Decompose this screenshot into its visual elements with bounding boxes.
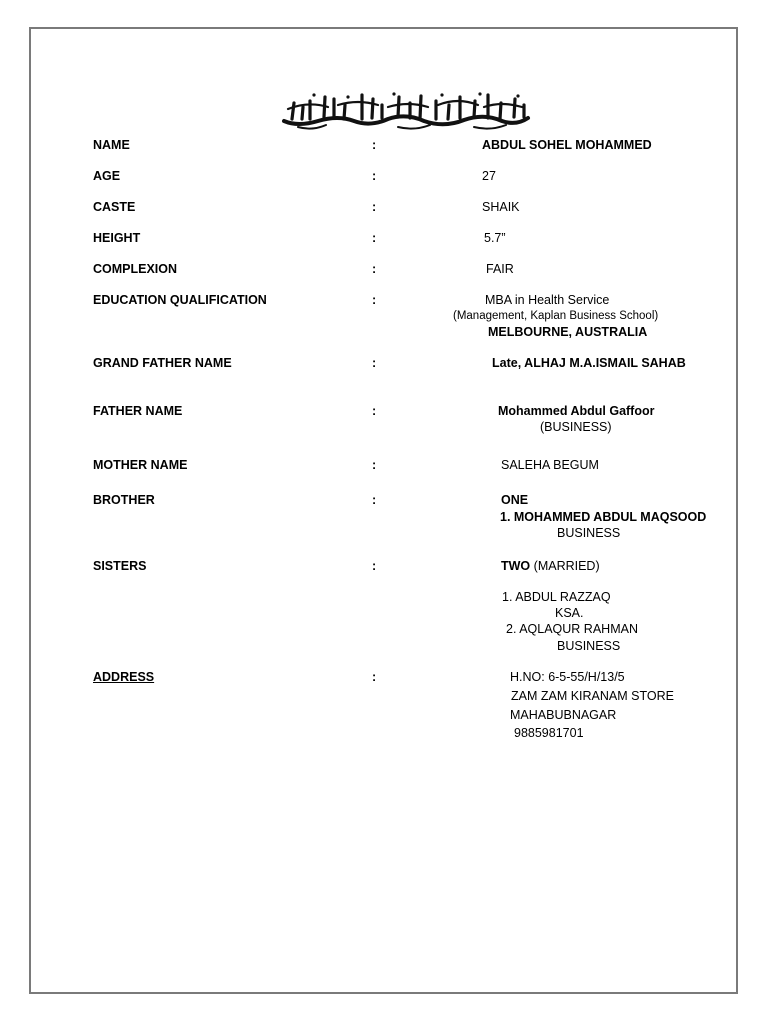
sister-2-detail: BUSINESS	[557, 639, 621, 653]
address-phone: 9885981701	[514, 726, 584, 740]
address-line-3: MAHABUBNAGAR	[510, 708, 617, 722]
height-colon: :	[372, 231, 377, 245]
caste-colon: :	[372, 200, 377, 214]
education-colon: :	[372, 293, 377, 307]
caste-value: SHAIK	[482, 200, 520, 214]
education-value: MBA in Health Service	[485, 293, 610, 307]
name-label: NAME	[93, 138, 130, 152]
mother-colon: :	[372, 458, 377, 472]
brother-label: BROTHER	[93, 493, 155, 507]
sisters-label: SISTERS	[93, 559, 147, 573]
mother-value: SALEHA BEGUM	[501, 458, 599, 472]
sisters-status: (MARRIED)	[533, 559, 600, 573]
father-colon: :	[372, 404, 377, 418]
brother-occupation: BUSINESS	[557, 526, 621, 540]
mother-label: MOTHER NAME	[93, 458, 188, 472]
sisters-count: TWO	[501, 559, 531, 573]
sister-2-name: 2. AQLAQUR RAHMAN	[506, 622, 638, 636]
grandfather-value: Late, ALHAJ M.A.ISMAIL SAHAB	[492, 356, 686, 370]
sister-1-name: 1. ABDUL RAZZAQ	[502, 590, 611, 604]
sister-1-detail: KSA.	[555, 606, 584, 620]
address-colon: :	[372, 670, 377, 684]
sisters-summary	[501, 558, 600, 574]
address-label: ADDRESS	[93, 670, 155, 684]
address-line-1: H.NO: 6-5-55/H/13/5	[510, 670, 625, 684]
age-colon: :	[372, 169, 377, 183]
father-occupation: (BUSINESS)	[540, 420, 612, 434]
caste-label: CASTE	[93, 200, 136, 214]
grandfather-colon: :	[372, 356, 377, 370]
age-label: AGE	[93, 169, 121, 183]
height-label: HEIGHT	[93, 231, 141, 245]
complexion-colon: :	[372, 262, 377, 276]
name-colon: :	[372, 138, 377, 152]
education-label: EDUCATION QUALIFICATION	[93, 293, 267, 307]
brother-count: ONE	[501, 493, 529, 507]
brother-colon: :	[372, 493, 377, 507]
education-location: MELBOURNE, AUSTRALIA	[488, 325, 648, 339]
address-line-2: ZAM ZAM KIRANAM STORE	[511, 689, 674, 703]
father-value: Mohammed Abdul Gaffoor	[498, 404, 655, 418]
education-detail: (Management, Kaplan Business School)	[453, 310, 659, 322]
name-value: ABDUL SOHEL MOHAMMED	[482, 138, 652, 152]
bismillah-calligraphy-icon	[278, 91, 532, 131]
grandfather-label: GRAND FATHER NAME	[93, 356, 232, 370]
sisters-colon: :	[372, 559, 377, 573]
father-label: FATHER NAME	[93, 404, 183, 418]
brother-name: 1. MOHAMMED ABDUL MAQSOOD	[500, 510, 707, 524]
complexion-value: FAIR	[486, 262, 514, 276]
height-value: 5.7”	[484, 231, 506, 245]
age-value: 27	[482, 169, 496, 183]
complexion-label: COMPLEXION	[93, 262, 178, 276]
